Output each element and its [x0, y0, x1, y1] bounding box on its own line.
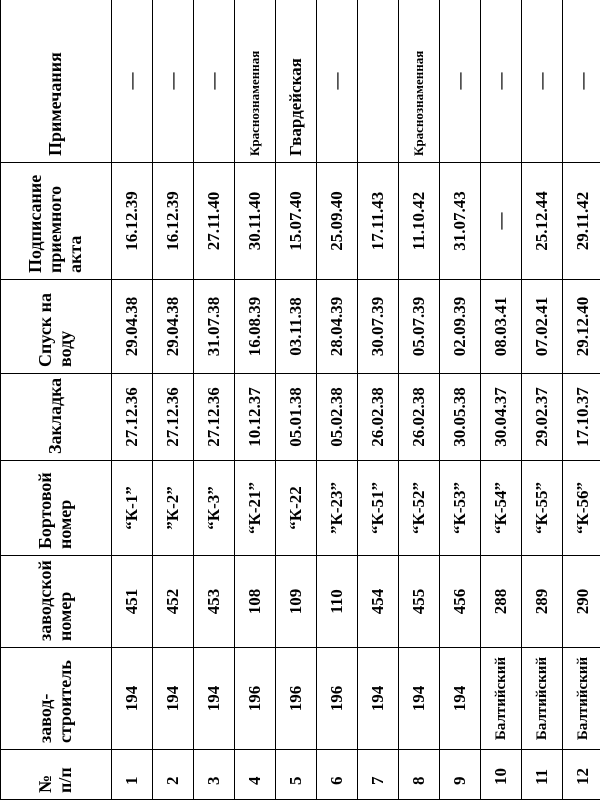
cell-hull-number: “К-1”: [112, 461, 153, 556]
cell-launch: 29.12.40: [563, 280, 600, 374]
cell-factory-number: 288: [481, 556, 522, 648]
table-row: [194, 0, 235, 800]
cell-notes: Краснознаменная: [399, 0, 440, 163]
table-row: [563, 0, 600, 800]
cell-num: 12: [563, 750, 600, 800]
cell-launch: 29.04.38: [112, 280, 153, 374]
cell-num: 11: [522, 750, 563, 800]
cell-hull-number: “К-51”: [358, 461, 399, 556]
table-row: [399, 0, 440, 800]
cell-factory-number: 108: [235, 556, 276, 648]
cell-yard: Балтийский: [481, 648, 522, 750]
cell-laid-down: 26.02.38: [399, 374, 440, 461]
cell-launch: 07.02.41: [522, 280, 563, 374]
table-row: [358, 0, 399, 800]
header-factory-number: заводской номер: [1, 556, 112, 648]
header-row: [1, 0, 112, 800]
cell-notes: —: [522, 0, 563, 163]
cell-notes: —: [481, 0, 522, 163]
cell-hull-number: “К-21”: [235, 461, 276, 556]
cell-acceptance: 25.12.44: [522, 163, 563, 280]
cell-yard: Балтийский: [522, 648, 563, 750]
cell-hull-number: “К-56”: [563, 461, 600, 556]
cell-acceptance: 16.12.39: [112, 163, 153, 280]
cell-notes: —: [317, 0, 358, 163]
cell-factory-number: 453: [194, 556, 235, 648]
cell-num: 9: [440, 750, 481, 800]
cell-hull-number: ”К-2”: [153, 461, 194, 556]
cell-laid-down: 05.01.38: [276, 374, 317, 461]
cell-laid-down: 30.04.37: [481, 374, 522, 461]
table-row: [153, 0, 194, 800]
cell-num: 1: [112, 750, 153, 800]
cell-num: 10: [481, 750, 522, 800]
cell-yard: 194: [153, 648, 194, 750]
cell-laid-down: 27.12.36: [153, 374, 194, 461]
cell-yard: 196: [235, 648, 276, 750]
cell-hull-number: “К-3”: [194, 461, 235, 556]
cell-factory-number: 456: [440, 556, 481, 648]
cell-notes: —: [194, 0, 235, 163]
cell-hull-number: “К-22: [276, 461, 317, 556]
cell-yard: Балтийский: [563, 648, 600, 750]
cell-laid-down: 26.02.38: [358, 374, 399, 461]
cell-num: 6: [317, 750, 358, 800]
cell-launch: 16.08.39: [235, 280, 276, 374]
cell-acceptance: 29.11.42: [563, 163, 600, 280]
cell-hull-number: ”К-23”: [317, 461, 358, 556]
cell-acceptance: 15.07.40: [276, 163, 317, 280]
cell-laid-down: 05.02.38: [317, 374, 358, 461]
cell-num: 2: [153, 750, 194, 800]
header-launch: Спуск на воду: [1, 280, 112, 374]
cell-acceptance: 27.11.40: [194, 163, 235, 280]
table-row: [317, 0, 358, 800]
header-yard: завод-строитель: [1, 648, 112, 750]
cell-launch: 31.07.38: [194, 280, 235, 374]
cell-hull-number: “К-55”: [522, 461, 563, 556]
cell-num: 7: [358, 750, 399, 800]
cell-launch: 02.09.39: [440, 280, 481, 374]
cell-acceptance: 17.11.43: [358, 163, 399, 280]
table-row: [235, 0, 276, 800]
cell-yard: 194: [112, 648, 153, 750]
cell-launch: 05.07.39: [399, 280, 440, 374]
header-hull-number: Бортовой номер: [1, 461, 112, 556]
cell-launch: 08.03.41: [481, 280, 522, 374]
header-num: № п/п: [1, 750, 112, 800]
cell-notes: —: [153, 0, 194, 163]
header-laid-down: Закладка: [1, 374, 112, 461]
cell-factory-number: 110: [317, 556, 358, 648]
cell-notes: —: [563, 0, 600, 163]
cell-yard: 194: [399, 648, 440, 750]
cell-hull-number: “К-54”: [481, 461, 522, 556]
cell-num: 3: [194, 750, 235, 800]
table-row: [440, 0, 481, 800]
cell-factory-number: 451: [112, 556, 153, 648]
cell-notes: [358, 0, 399, 163]
header-notes: Примечания: [1, 0, 112, 163]
cell-yard: 194: [440, 648, 481, 750]
cell-laid-down: 27.12.36: [194, 374, 235, 461]
cell-notes: —: [112, 0, 153, 163]
cell-notes: Краснознаменная: [235, 0, 276, 163]
cell-acceptance: 11.10.42: [399, 163, 440, 280]
cell-laid-down: 17.10.37: [563, 374, 600, 461]
cell-yard: 194: [358, 648, 399, 750]
table-row: [481, 0, 522, 800]
cell-yard: 196: [276, 648, 317, 750]
cell-acceptance: 30.11.40: [235, 163, 276, 280]
cell-acceptance: 16.12.39: [153, 163, 194, 280]
cell-laid-down: 10.12.37: [235, 374, 276, 461]
cell-factory-number: 454: [358, 556, 399, 648]
cell-laid-down: 30.05.38: [440, 374, 481, 461]
cell-num: 4: [235, 750, 276, 800]
cell-acceptance: 31.07.43: [440, 163, 481, 280]
cell-factory-number: 289: [522, 556, 563, 648]
table-row: [276, 0, 317, 800]
cell-hull-number: “К-52”: [399, 461, 440, 556]
cell-notes: —: [440, 0, 481, 163]
header-acceptance: Подписание приемного акта: [1, 163, 112, 280]
cell-factory-number: 455: [399, 556, 440, 648]
table-row: [522, 0, 563, 800]
cell-laid-down: 29.02.37: [522, 374, 563, 461]
cell-notes: Гвардейская: [276, 0, 317, 163]
cell-factory-number: 290: [563, 556, 600, 648]
cell-launch: 28.04.39: [317, 280, 358, 374]
cell-hull-number: “К-53”: [440, 461, 481, 556]
cell-yard: 196: [317, 648, 358, 750]
cell-launch: 30.07.39: [358, 280, 399, 374]
cell-factory-number: 452: [153, 556, 194, 648]
cell-yard: 194: [194, 648, 235, 750]
cell-launch: 29.04.38: [153, 280, 194, 374]
cell-acceptance: 25.09.40: [317, 163, 358, 280]
cell-acceptance: —: [481, 163, 522, 280]
table-row: [112, 0, 153, 800]
cell-launch: 03.11.38: [276, 280, 317, 374]
cell-num: 8: [399, 750, 440, 800]
cell-laid-down: 27.12.36: [112, 374, 153, 461]
cell-factory-number: 109: [276, 556, 317, 648]
cell-num: 5: [276, 750, 317, 800]
